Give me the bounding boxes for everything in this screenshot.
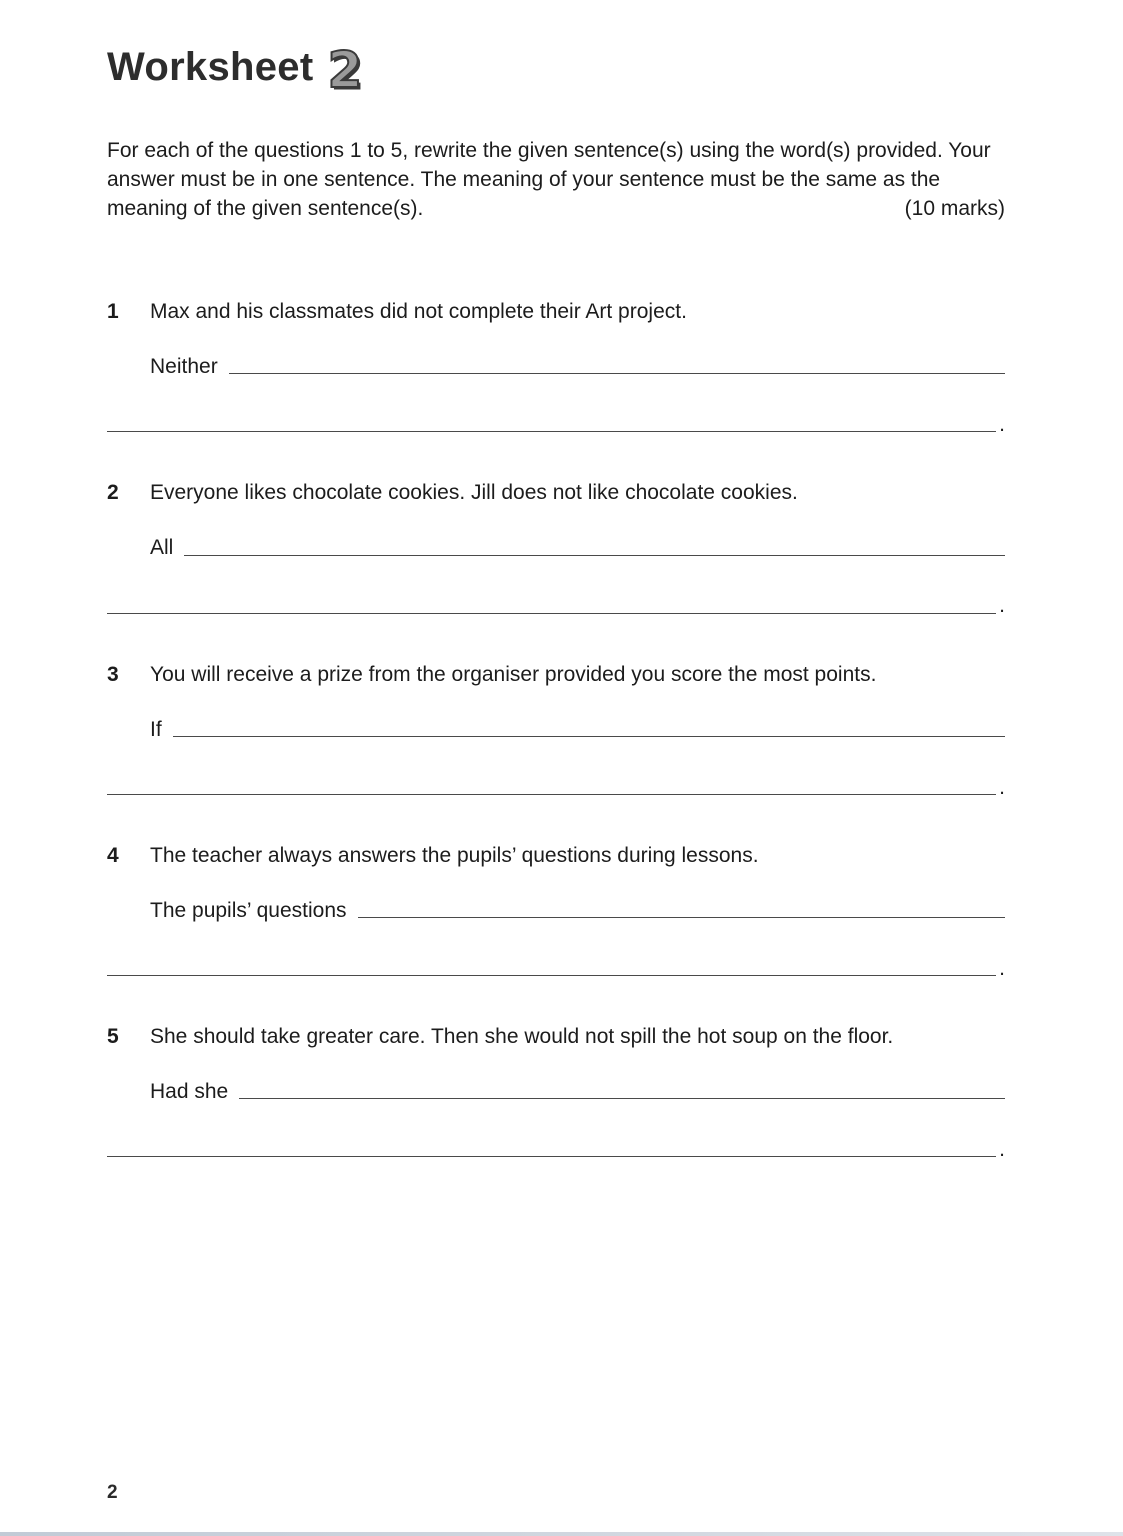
question-item-4	[107, 842, 1005, 981]
answer-rule	[358, 917, 1005, 918]
answer-rule	[173, 736, 1005, 737]
answer-line-continued	[107, 1132, 1005, 1162]
answer-starter: Had she	[150, 1080, 229, 1104]
end-punctuation: .	[999, 1138, 1005, 1162]
question-item-3	[107, 661, 1005, 800]
worksheet-title-number: 2	[327, 41, 363, 99]
end-punctuation: .	[999, 956, 1005, 980]
question-row	[107, 842, 1005, 869]
answer-starter: If	[150, 717, 162, 741]
question-prompt: You will receive a prize from the organiser provided you score the most points.	[150, 662, 877, 686]
answer-rule	[107, 613, 996, 614]
end-punctuation: .	[999, 594, 1005, 618]
end-punctuation: .	[999, 413, 1005, 437]
question-list	[107, 298, 1005, 1162]
answer-rule	[184, 555, 1005, 556]
answer-rule	[107, 431, 996, 432]
answer-rule	[107, 794, 996, 795]
end-punctuation: .	[999, 775, 1005, 799]
page-title	[107, 41, 1005, 99]
worksheet-title-word: Worksheet	[107, 45, 314, 89]
marks-label: (10 marks)	[904, 196, 1005, 220]
answer-line-start	[150, 349, 1005, 379]
question-row	[107, 479, 1005, 506]
answer-line-start	[150, 712, 1005, 742]
question-row	[107, 298, 1005, 325]
question-prompt: The teacher always answers the pupils’ questions during lessons.	[150, 843, 759, 867]
question-number: 5	[107, 1025, 119, 1049]
answer-rule	[229, 373, 1005, 374]
question-number: 4	[107, 843, 119, 867]
answer-starter: The pupils’ questions	[150, 898, 347, 922]
answer-line-continued	[107, 770, 1005, 800]
answer-starter: All	[150, 536, 174, 560]
question-prompt: Everyone likes chocolate cookies. Jill does not like chocolate cookies.	[150, 481, 798, 505]
answer-rule	[107, 1156, 996, 1157]
answer-rule	[107, 975, 996, 976]
question-item-1	[107, 298, 1005, 437]
question-number: 1	[107, 299, 119, 323]
question-number: 3	[107, 662, 119, 686]
answer-line-start	[150, 1074, 1005, 1104]
question-prompt: She should take greater care. Then she would not spill the hot soup on the floor.	[150, 1025, 894, 1049]
answer-starter: Neither	[150, 355, 218, 379]
instructions-block	[107, 137, 1005, 224]
question-item-2	[107, 479, 1005, 618]
page-number: 2	[107, 1482, 118, 1503]
answer-line-continued	[107, 407, 1005, 437]
question-item-5	[107, 1023, 1005, 1162]
question-prompt: Max and his classmates did not complete their Art project.	[150, 299, 687, 323]
answer-rule	[239, 1098, 1005, 1099]
answer-line-continued	[107, 589, 1005, 619]
answer-line-start	[150, 893, 1005, 923]
question-number: 2	[107, 481, 119, 505]
page-bottom-edge	[0, 1532, 1123, 1536]
instructions-text: For each of the questions 1 to 5, rewrite the given sentence(s) using the word(s) provided. Your answer must be in one sentence. The meaning of your sentence must be the same as the meaning of the given sentence(s).	[107, 139, 991, 220]
answer-line-continued	[107, 951, 1005, 981]
question-row	[107, 661, 1005, 688]
question-row	[107, 1023, 1005, 1050]
answer-line-start	[150, 531, 1005, 561]
